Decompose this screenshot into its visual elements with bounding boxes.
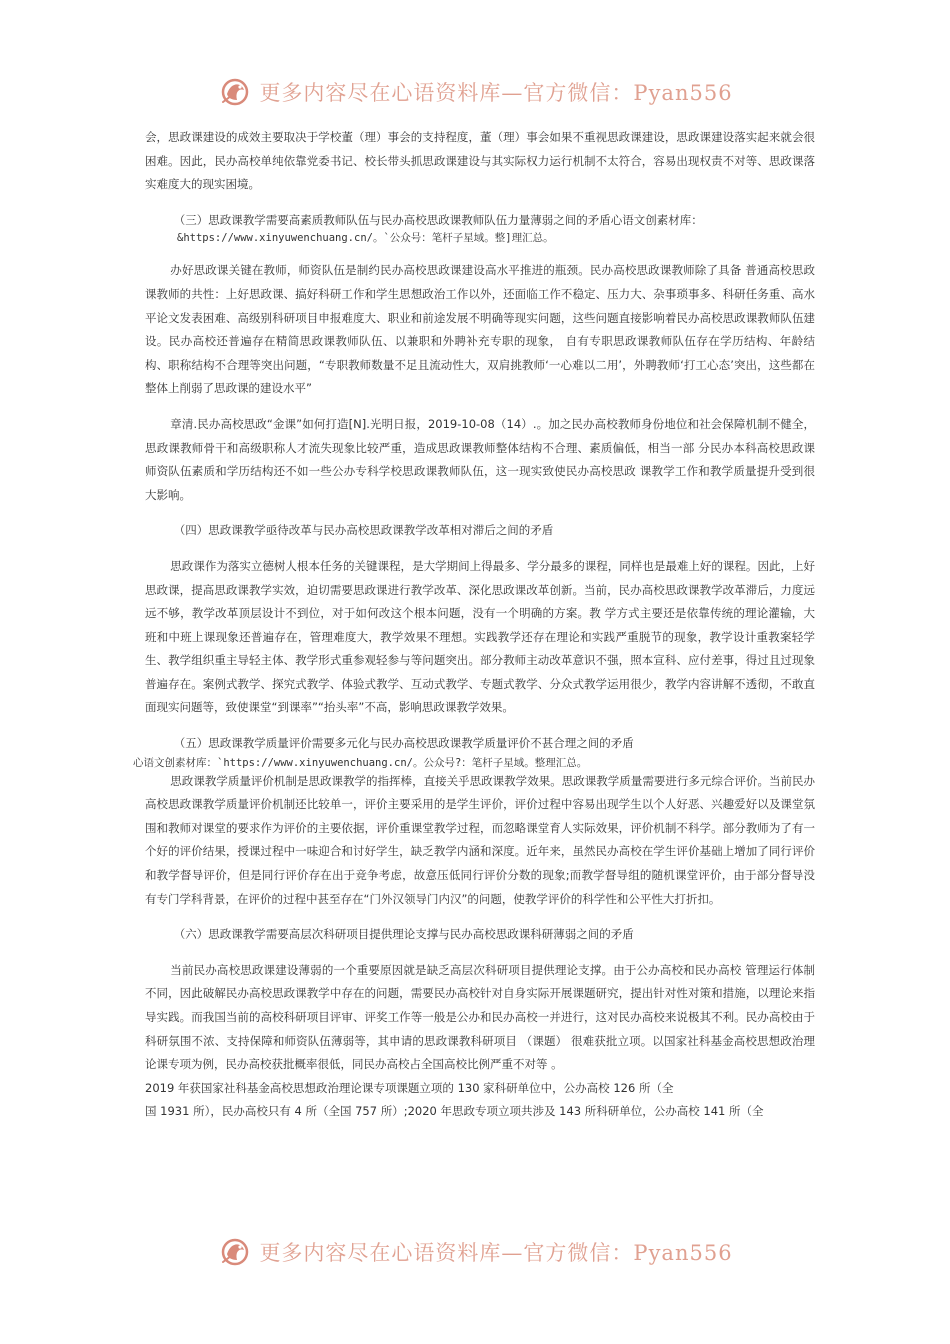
paragraph: 办好思政课关键在教师，师资队伍是制约民办高校思政课建设高水平推进的瓶颈。民办高校思政课教师除了具备 普通高校思政课教师的共性：上好思政课、搞好科研工作和学生思想政治工作以外，还面临工作不稳定、压力大、杂事琐事多、科研任务重、高水平论文发表困难、高级别科研项目申报难度大、职业和前途发展不明确等现实问题，这些问题直接影响着民办高校思政课教师队伍建设。民办高校还普遍存在精简思政课教师队伍、以兼职和外聘补充专职的现象， 自有专职思政课教师队伍存在学历结构、年龄结构、职称结构不合理等突出问题，“专职教师数量不足且流动性大，双肩挑教师‘一心难以二用’，外聘教师‘打工心态’突出，这些都在整体上削弱了思政课的建设水平”: [145, 263, 815, 396]
section-heading-3: （三）思政课教学需要高素质教师队伍与民办高校思政课教师队伍力量薄弱之间的矛盾心语文创素材库：: [173, 212, 703, 227]
paragraph: 当前民办高校思政课建设薄弱的一个重要原因就是缺乏高层次科研项目提供理论支撑。由于公办高校和民办高校 管理运行体制不同，因此破解民办高校思政课教学中存在的问题，需要民办高校针对自身实际开展课题研究，提出针对性对策和措施，以理论来指导实践。而我国当前的高校科研项目评审、评奖工作等一般是公办和民办高校一并进行，这对民办高校来说极其不利。民办高校由于科研氛围不浓、支持保障和师资队伍薄弱等，其申请的思政课教科研项目 （课题） 很难获批立项。以国家社科基金高校思想政治理论课专项为例，民办高校获批概率很低，同民办高校占全国高校比例严重不对等 。: [145, 962, 815, 1072]
footer-banner: [0, 1232, 950, 1272]
paragraph: 章清.民办高校思政“金课”如何打造[N].光明日报，2019-10-08（14）.。加之民办高校教师身份地位和社会保障机制不健全，思政课教师骨干和高级职称人才流失现象比较严重，造成思政课教师整体结构不合理、素质偏低，相当一部 分民办本科高校思政课师资队伍素质和学历结构还不如一些公办专科学校思政课教师队伍，这一现实致使民办高校思政 课教学工作和教学质量提升受到很大影响。: [145, 416, 815, 502]
dragon-logo-icon: [217, 1234, 253, 1270]
paragraph: 会，思政课建设的成效主要取决于学校董（理）事会的支持程度，董（理）事会如果不重视思政课建设，思政课建设落实起来就会很困难。因此，民办高校单纯依靠党委书记、校长带头抓思政课建设与其实际权力运行机制不太符合，容易出现权责不对等、思政课落实难度大的现实困境。: [145, 130, 815, 192]
section-heading-6: （六）思政课教学需要高层次科研项目提供理论支撑与民办高校思政课科研薄弱之间的矛盾: [173, 927, 634, 942]
source-note: 心语文创素材库：`https://www.xinyuwenchuang.cn/。公众号?：笔杆子星域。整理汇总。: [133, 756, 588, 769]
document-body: [133, 126, 815, 1124]
banner-text: 更多内容尽在心语资料库—官方微信：Pyan556: [259, 81, 733, 105]
paragraph-line: 2019 年获国家社科基金高校思想政治理论课专项课题立项的 130 家科研单位中，公办高校 126 所（全: [145, 1080, 674, 1095]
paragraph: 思政课教学质量评价机制是思政课教学的指挥棒，直接关乎思政课教学效果。思政课教学质量需要进行多元综合评价。当前民办高校思政课教学质量评价机制还比较单一，评价主要采用的是学生评价，评价过程中容易出现学生以个人好恶、兴趣爱好以及课堂氛围和教师对课堂的要求作为评价的主要依据，评价重课堂教学过程，而忽略课堂育人实际效果，评价机制不科学。部分教师为了有一个好的评价结果，授课过程中一味迎合和讨好学生，缺乏教学内涵和深度。近年来，虽然民办高校在学生评价基础上增加了同行评价和教学督导评价，但是同行评价存在出于竞争考虑，故意压低同行评价分数的现象;而教学督导组的随机课堂评价，由于部分督导没有专门学科背景，在评价的过程中甚至存在“门外汉领导门内汉”的问题，使教学评价的科学性和公平性大打折扣。: [145, 773, 815, 906]
source-note: &https://www.xinyuwenchuang.cn/。`公众号：笔杆子星域。整]理汇总。: [177, 232, 554, 245]
section-heading-4: （四）思政课教学亟待改革与民办高校思政课教学改革相对滞后之间的矛盾: [173, 523, 554, 538]
section-heading-5: （五）思政课教学质量评价需要多元化与民办高校思政课教学质量评价不甚合理之间的矛盾: [173, 736, 634, 751]
paragraph: 思政课作为落实立德树人根本任务的关键课程，是大学期间上得最多、学分最多的课程，同样也是最难上好的课程。因此，上好思政课，提高思政课教学实效，迫切需要思政课进行教学改革、深化思政课改革创新。当前，民办高校思政课教学改革滞后，力度远远不够，教学改革顶层设计不到位，对于如何改这个根本问题，没有一个明确的方案。教 学方式主要还是依靠传统的理论灌输，大班和中班上课现象还普遍存在，管理难度大，教学效果不理想。实践教学还存在理论和实践严重脱节的现象，教学设计重教案轻学生、教学组织重主导轻主体、教学形式重参观轻参与等问题突出。部分教师主动改革意识不强，照本宣科、应付差事，得过且过现象普遍存在。案例式教学、探究式教学、体验式教学、互动式教学、专题式教学、分众式教学运用很少，教学内容讲解不透彻，不敢直面现实问题等，致使课堂“到课率”“抬头率”不高，影响思政课教学效果。: [145, 558, 815, 715]
dragon-logo-icon: [217, 74, 253, 110]
banner-text: 更多内容尽在心语资料库—官方微信：Pyan556: [259, 1241, 733, 1265]
header-banner: [0, 72, 950, 112]
paragraph-line: 国 1931 所），民办高校只有 4 所（全国 757 所）;2020 年思政专项立项共涉及 143 所科研单位，公办高校 141 所（全: [145, 1104, 764, 1119]
